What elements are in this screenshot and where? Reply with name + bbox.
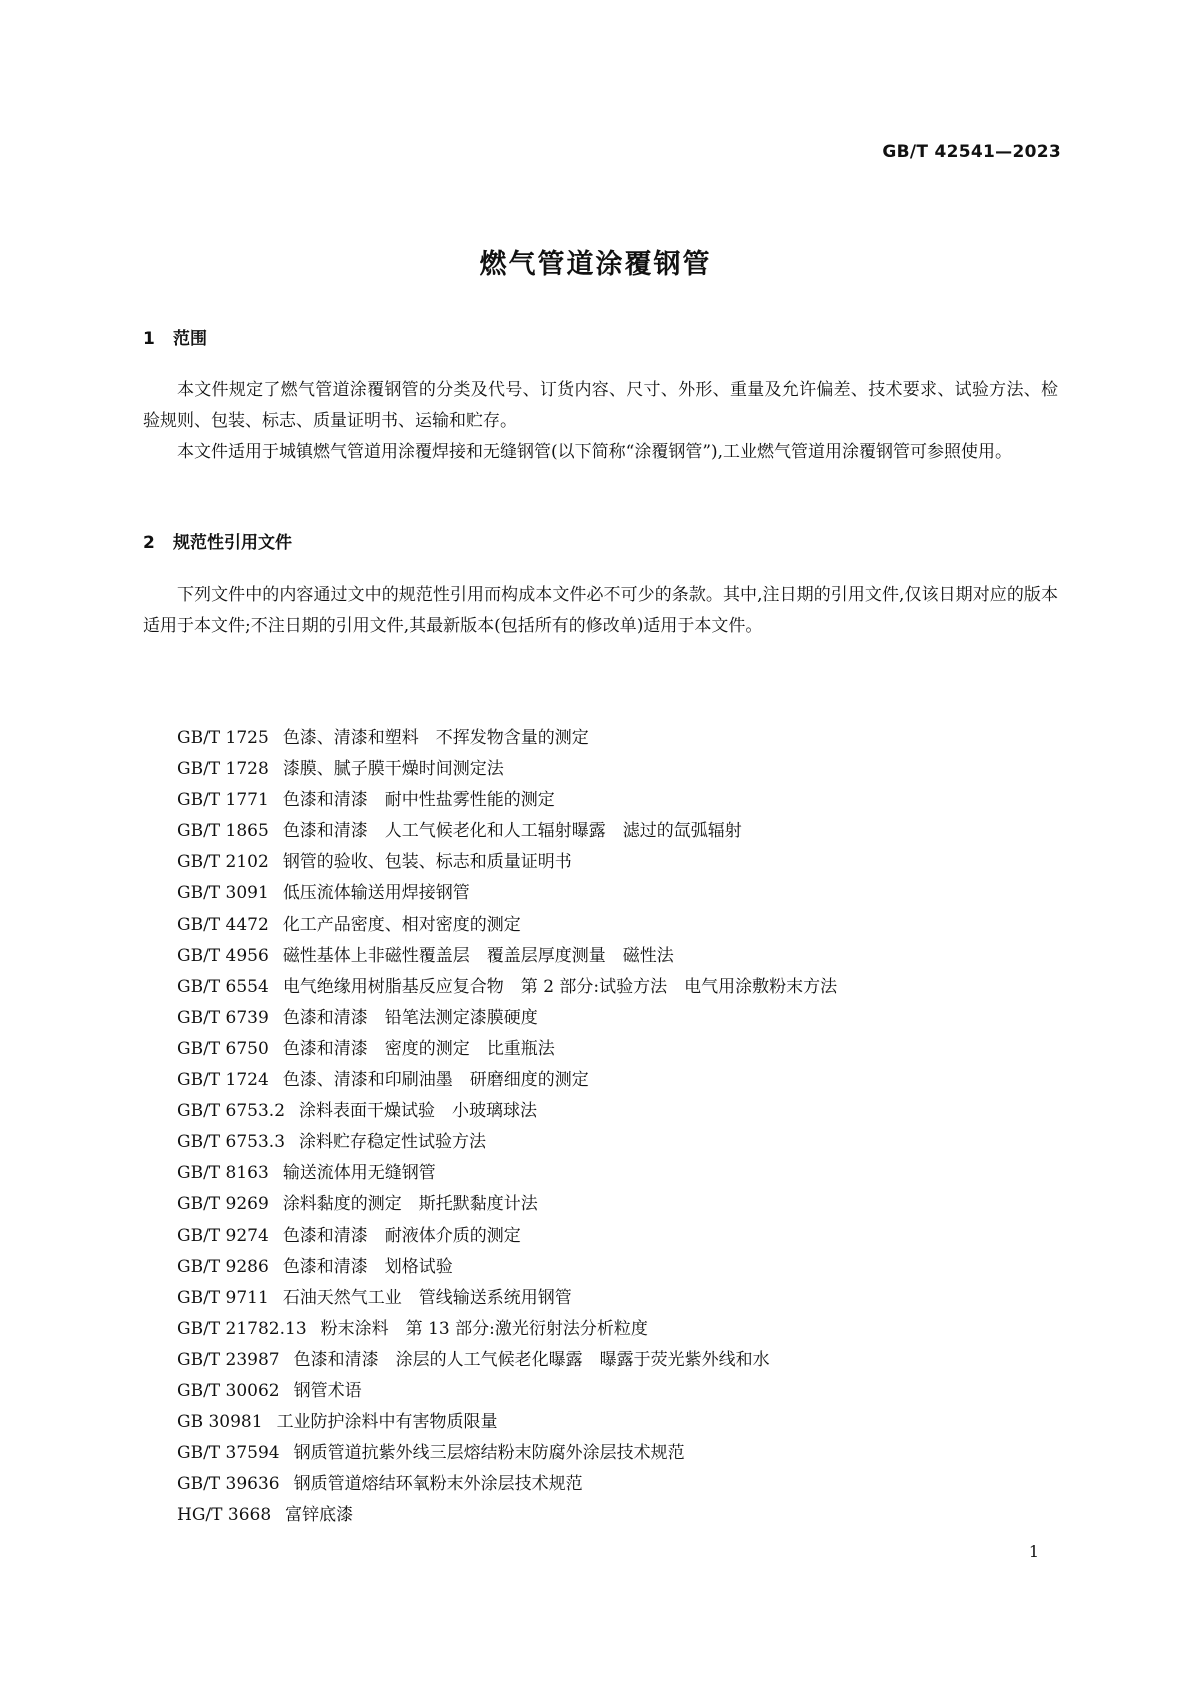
reference-code: GB/T 30062 — [177, 1380, 280, 1401]
reference-code: GB/T 1771 — [177, 790, 269, 811]
reference-code: GB/T 9286 — [177, 1256, 269, 1277]
standard-number: GB/T 42541—2023 — [882, 142, 1061, 162]
reference-title: 富锌底漆 — [285, 1505, 354, 1526]
reference-code: GB/T 21782.13 — [177, 1318, 307, 1339]
reference-item — [177, 878, 837, 909]
reference-code: GB/T 3091 — [177, 883, 269, 904]
reference-item — [177, 1252, 837, 1283]
section-title: 范围 — [173, 329, 207, 349]
reference-item — [177, 816, 837, 847]
reference-title: 钢管的验收、包装、标志和质量证明书 — [282, 852, 572, 873]
reference-title: 低压流体输送用焊接钢管 — [282, 883, 470, 904]
scope-paragraph: 本文件规定了燃气管道涂覆钢管的分类及代号、订货内容、尺寸、外形、重量及允许偏差、技术要求、试验方法、检验规则、包装、标志、质量证明书、运输和贮存。 — [143, 380, 1058, 431]
reference-item — [177, 1189, 837, 1220]
reference-item — [177, 1407, 837, 1438]
page-number: 1 — [1028, 1542, 1039, 1561]
reference-code: GB/T 6753.3 — [177, 1132, 286, 1153]
reference-code: GB/T 9274 — [177, 1225, 269, 1246]
scope-applicability-paragraph: 本文件适用于城镇燃气管道用涂覆焊接和无缝钢管(以下简称“涂覆钢管”),工业燃气管道用涂覆钢管可参照使用。 — [177, 442, 1013, 462]
reference-title: 磁性基体上非磁性覆盖层 覆盖层厚度测量 磁性法 — [282, 945, 674, 966]
reference-title: 钢管术语 — [293, 1380, 362, 1401]
reference-title: 色漆和清漆 耐液体介质的测定 — [282, 1225, 521, 1246]
section-heading-scope — [143, 324, 207, 349]
reference-code: GB/T 1724 — [177, 1070, 269, 1091]
reference-code: GB/T 9269 — [177, 1194, 269, 1215]
reference-item — [177, 972, 837, 1003]
reference-title: 涂料贮存稳定性试验方法 — [299, 1132, 487, 1153]
reference-code: GB/T 1725 — [177, 728, 269, 748]
reference-code: HG/T 3668 — [177, 1505, 272, 1526]
reference-title: 色漆和清漆 划格试验 — [282, 1256, 453, 1277]
reference-code: GB/T 2102 — [177, 852, 269, 873]
reference-code: GB/T 4472 — [177, 914, 269, 935]
reference-code: GB/T 9711 — [177, 1287, 269, 1308]
section-heading-normative-references — [143, 528, 292, 553]
document-title: 燃气管道涂覆钢管 — [479, 249, 712, 280]
reference-item — [177, 785, 837, 816]
reference-item — [177, 1438, 837, 1469]
section-number: 1 — [143, 329, 155, 349]
reference-title: 涂料表面干燥试验 小玻璃球法 — [299, 1101, 538, 1122]
reference-code: GB/T 6750 — [177, 1038, 269, 1059]
reference-code: GB/T 39636 — [177, 1474, 280, 1495]
reference-title: 输送流体用无缝钢管 — [282, 1163, 436, 1184]
reference-title: 色漆和清漆 人工气候老化和人工辐射曝露 滤过的氙弧辐射 — [282, 821, 742, 842]
reference-item — [177, 1500, 837, 1531]
reference-item — [177, 1345, 837, 1376]
reference-code: GB 30981 — [177, 1412, 263, 1433]
reference-item — [177, 1314, 837, 1345]
reference-title: 涂料黏度的测定 斯托默黏度计法 — [282, 1194, 538, 1215]
reference-item — [177, 847, 837, 878]
reference-title: 钢质管道抗紫外线三层熔结粉末防腐外涂层技术规范 — [293, 1443, 685, 1464]
reference-item — [177, 941, 837, 972]
reference-code: GB/T 6753.2 — [177, 1101, 286, 1122]
reference-code: GB/T 1728 — [177, 759, 269, 780]
reference-title: 电气绝缘用树脂基反应复合物 第 2 部分:试验方法 电气用涂敷粉末方法 — [282, 976, 838, 997]
reference-item — [177, 1283, 837, 1314]
reference-title: 色漆和清漆 耐中性盐雾性能的测定 — [282, 790, 555, 811]
reference-title: 色漆、清漆和印刷油墨 研磨细度的测定 — [282, 1070, 589, 1091]
reference-title: 色漆和清漆 涂层的人工气候老化曝露 曝露于荧光紫外线和水 — [293, 1349, 770, 1370]
reference-code: GB/T 23987 — [177, 1349, 280, 1370]
reference-title: 色漆和清漆 密度的测定 比重瓶法 — [282, 1038, 555, 1059]
references-intro-paragraph: 下列文件中的内容通过文中的规范性引用而构成本文件必不可少的条款。其中,注日期的引用文件,仅该日期对应的版本适用于本文件;不注日期的引用文件,其最新版本(包括所有的修改单)适用于本文件。 — [143, 585, 1058, 636]
section-title: 规范性引用文件 — [173, 533, 292, 553]
reference-item — [177, 754, 837, 785]
reference-item — [177, 1127, 837, 1158]
reference-code: GB/T 6739 — [177, 1007, 269, 1028]
reference-title: 工业防护涂料中有害物质限量 — [276, 1412, 498, 1433]
section-number: 2 — [143, 533, 155, 553]
reference-item — [177, 1034, 837, 1065]
reference-title: 石油天然气工业 管线输送系统用钢管 — [282, 1287, 572, 1308]
reference-item — [177, 1065, 837, 1096]
reference-title: 化工产品密度、相对密度的测定 — [282, 914, 521, 935]
reference-item — [177, 910, 837, 941]
reference-title: 粉末涂料 第 13 部分:激光衍射法分析粒度 — [320, 1318, 648, 1339]
reference-item — [177, 1469, 837, 1500]
reference-code: GB/T 1865 — [177, 821, 269, 842]
reference-item — [177, 1376, 837, 1407]
reference-title: 色漆和清漆 铅笔法测定漆膜硬度 — [282, 1007, 538, 1028]
reference-item — [177, 1096, 837, 1127]
reference-code: GB/T 8163 — [177, 1163, 269, 1184]
reference-item — [177, 1221, 837, 1252]
reference-code: GB/T 37594 — [177, 1443, 280, 1464]
reference-title: 色漆、清漆和塑料 不挥发物含量的测定 — [282, 728, 589, 748]
reference-item — [177, 723, 837, 754]
reference-code: GB/T 4956 — [177, 945, 269, 966]
reference-title: 漆膜、腻子膜干燥时间测定法 — [282, 759, 504, 780]
reference-title: 钢质管道熔结环氧粉末外涂层技术规范 — [293, 1474, 583, 1495]
reference-item — [177, 1158, 837, 1189]
reference-item — [177, 1003, 837, 1034]
reference-list — [177, 723, 837, 1531]
reference-code: GB/T 6554 — [177, 976, 269, 997]
